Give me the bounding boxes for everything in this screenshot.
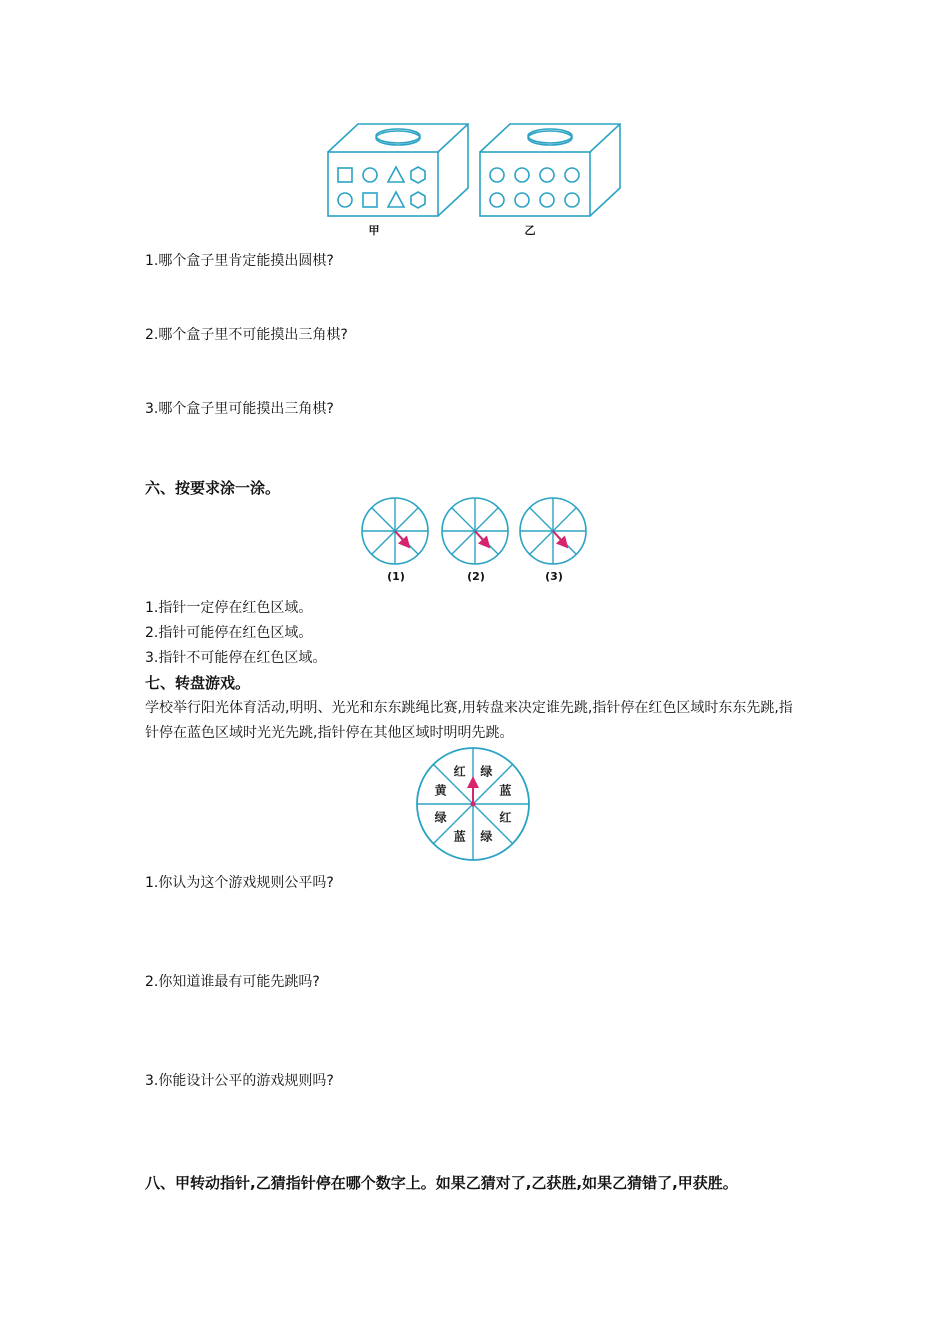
spinner-sector-label: 蓝 xyxy=(499,783,512,798)
question-5-2: 2.哪个盒子里不可能摸出三角棋? xyxy=(145,327,348,343)
circle-piece-icon xyxy=(490,193,504,207)
hexagon-piece-icon xyxy=(411,167,425,183)
circle-piece-icon xyxy=(490,168,504,182)
pointer-arrow-icon xyxy=(475,531,489,547)
circle-piece-icon xyxy=(363,168,377,182)
section-7-description: 学校举行阳光体育活动,明明、光光和东东跳绳比赛,用转盘来决定谁先跳,指针停在红色区域时东东先跳,指针停在蓝色区域时光光先跳,指针停在其他区域时明明先跳。 xyxy=(145,700,793,741)
wheel-2 xyxy=(442,498,508,564)
circle-piece-icon xyxy=(565,168,579,182)
question-7-1: 1.你认为这个游戏规则公平吗? xyxy=(145,875,334,891)
spinner-sector-label: 蓝 xyxy=(453,829,466,844)
box-label-jia: 甲 xyxy=(368,224,380,237)
square-piece-icon xyxy=(363,193,377,207)
question-5-1: 1.哪个盒子里肯定能摸出圆棋? xyxy=(145,253,334,269)
circle-piece-icon xyxy=(515,168,529,182)
wheel-label-1: (1) xyxy=(387,570,405,583)
three-wheels-figure xyxy=(355,494,595,568)
circle-piece-icon xyxy=(515,193,529,207)
square-piece-icon xyxy=(338,168,352,182)
circle-piece-icon xyxy=(338,193,352,207)
question-7-3: 3.你能设计公平的游戏规则吗? xyxy=(145,1073,334,1089)
triangle-piece-icon xyxy=(388,192,404,207)
spinner-sector-label: 绿 xyxy=(434,810,447,825)
circle-piece-icon xyxy=(565,193,579,207)
triangle-piece-icon xyxy=(388,167,404,182)
circle-piece-icon xyxy=(540,193,554,207)
box-jia xyxy=(328,124,468,216)
pointer-arrow-icon xyxy=(553,531,567,547)
box-label-yi: 乙 xyxy=(524,224,536,237)
circle-piece-icon xyxy=(540,168,554,182)
question-6-3: 3.指针不可能停在红色区域。 xyxy=(145,650,327,666)
spinner-sector-label: 绿 xyxy=(480,764,493,779)
spinner-sector-label: 红 xyxy=(499,810,512,825)
box-yi xyxy=(480,124,620,216)
wheel-label-3: (3) xyxy=(545,570,563,583)
question-6-1: 1.指针一定停在红色区域。 xyxy=(145,600,313,616)
question-6-2: 2.指针可能停在红色区域。 xyxy=(145,625,313,641)
section-6-title: 六、按要求涂一涂。 xyxy=(145,479,281,497)
section-7-title: 七、转盘游戏。 xyxy=(145,674,251,692)
section-8-title: 八、甲转动指针,乙猜指针停在哪个数字上。如果乙猜对了,乙获胜,如果乙猜错了,甲获胜。 xyxy=(145,1174,738,1192)
spinner-sector-label: 红 xyxy=(453,764,466,779)
spinner-sector-label: 黄 xyxy=(434,783,447,798)
wheel-3 xyxy=(520,498,586,564)
question-7-2: 2.你知道谁最有可能先跳吗? xyxy=(145,974,320,990)
hexagon-piece-icon xyxy=(411,192,425,208)
wheel-label-2: (2) xyxy=(467,570,485,583)
boxes-figure xyxy=(320,118,630,218)
pointer-arrow-icon xyxy=(395,531,409,547)
spinner-sector-label: 绿 xyxy=(480,829,493,844)
game-spinner xyxy=(415,746,535,862)
question-5-3: 3.哪个盒子里可能摸出三角棋? xyxy=(145,401,334,417)
wheel-1 xyxy=(362,498,428,564)
